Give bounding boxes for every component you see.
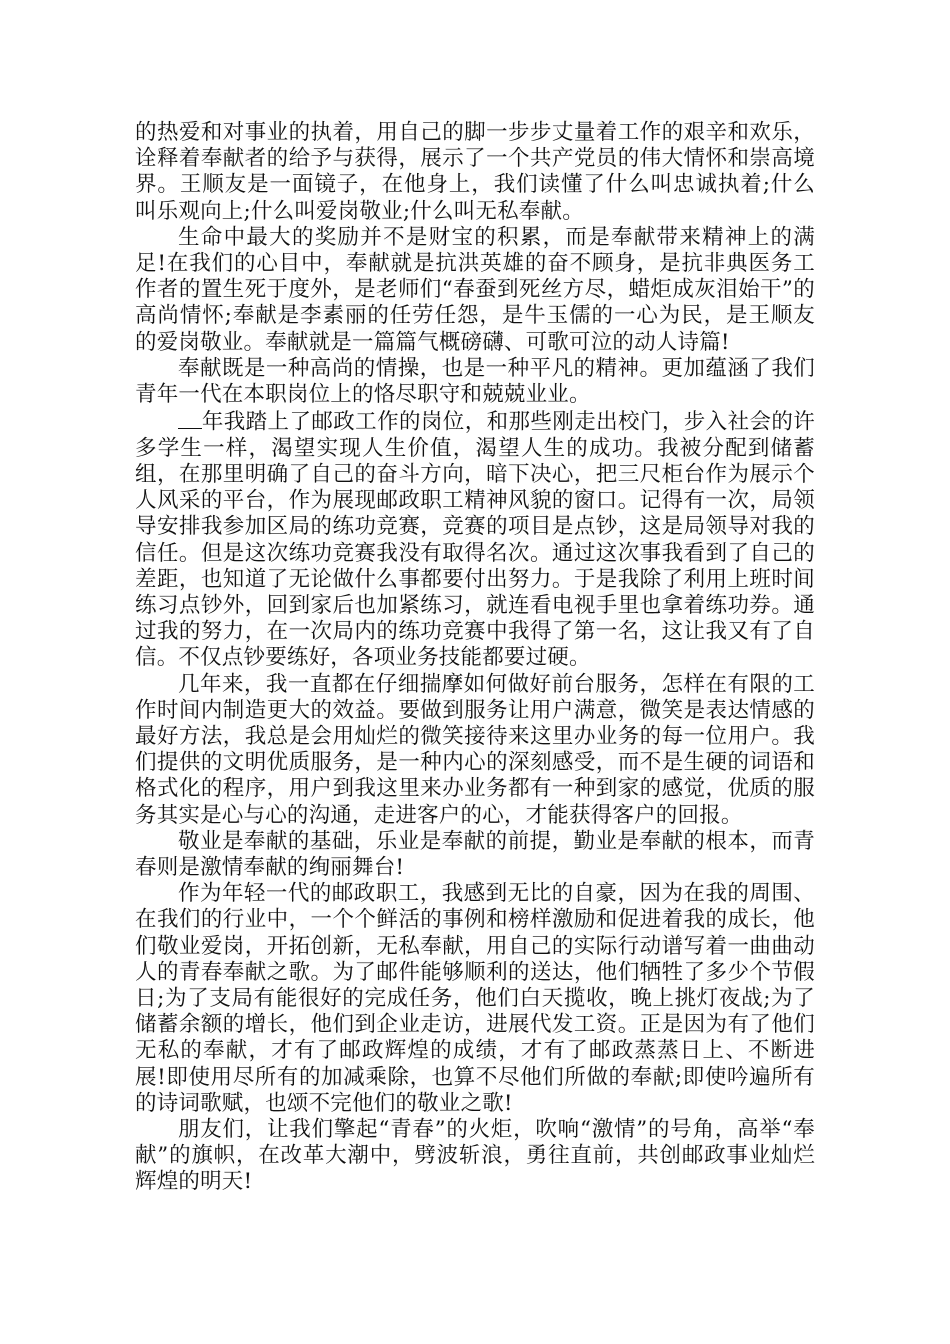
- paragraph-2: 生命中最大的奖励并不是财宝的积累，而是奉献带来精神上的满足!在我们的心目中，奉献就是抗洪英雄的奋不顾身，是抗非典医务工作者的置生死于度外，是老师们“春蚕到死丝方尽，蜡炬成灰泪始干”的高尚情怀;奉献是李素丽的任劳任怨，是牛玉儒的一心为民，是王顺友的爱岗敬业。奉献就是一篇篇气概磅礴、可歌可泣的动人诗篇!: [135, 224, 815, 355]
- paragraph-4-text: 年我踏上了邮政工作的岗位，和那些刚走出校门，步入社会的许多学生一样，渴望实现人生价值，渴望人生的成功。我被分配到储蓄组，在那里明确了自己的奋斗方向，暗下决心，把三尺柜台作为展示个人风采的平台，作为展现邮政职工精神风貌的窗口。记得有一次，局领导安排我参加区局的练功竞赛，竞赛的项目是点钞，这是局领导对我的信任。但是这次练功竞赛我没有取得名次。通过这次事我看到了自己的差距，也知道了无论做什么事都要付出努力。于是我除了利用上班时间练习点钞外，回到家后也加紧练习，就连看电视手里也拿着练功券。通过我的努力，在一次局内的练功竞赛中我得了第一名，这让我又有了自信。不仅点钞要练好，各项业务技能都要过硬。: [135, 409, 815, 671]
- paragraph-5: 几年来，我一直都在仔细揣摩如何做好前台服务，怎样在有限的工作时间内制造更大的效益。要做到服务让用户满意，微笑是表达情感的最好方法，我总是会用灿烂的微笑接待来这里办业务的每一位用户。我们提供的文明优质服务，是一种内心的深刻感受，而不是生硬的词语和格式化的程序，用户到我这里来办业务都有一种到家的感觉，优质的服务其实是心与心的沟通，走进客户的心，才能获得客户的回报。: [135, 671, 815, 828]
- document-body: [135, 120, 815, 1196]
- paragraph-3: 奉献既是一种高尚的情操，也是一种平凡的精神。更加蕴涵了我们青年一代在本职岗位上的恪尽职守和兢兢业业。: [135, 355, 815, 408]
- paragraph-1: 的热爱和对事业的执着，用自己的脚一步步丈量着工作的艰辛和欢乐，诠释着奉献者的给予与获得，展示了一个共产党员的伟大情怀和崇高境界。王顺友是一面镜子，在他身上，我们读懂了什么叫忠诚执着;什么叫乐观向上;什么叫爱岗敬业;什么叫无私奉献。: [135, 120, 815, 224]
- paragraph-6: 敬业是奉献的基础，乐业是奉献的前提，勤业是奉献的根本，而青春则是激情奉献的绚丽舞台!: [135, 828, 815, 881]
- fill-in-blank: [178, 408, 202, 428]
- paragraph-7: 作为年轻一代的邮政职工，我感到无比的自豪，因为在我的周围、在我们的行业中，一个个鲜活的事例和榜样激励和促进着我的成长，他们敬业爱岗，开拓创新，无私奉献，用自己的实际行动谱写着一曲曲动人的青春奉献之歌。为了邮件能够顺利的送达，他们牺牲了多少个节假日;为了支局有能很好的完成任务，他们白天揽收，晚上挑灯夜战;为了储蓄余额的增长，他们到企业走访，进展代发工资。正是因为有了他们无私的奉献，才有了邮政辉煌的成绩，才有了邮政蒸蒸日上、不断进展!即使用尽所有的加减乘除，也算不尽他们所做的奉献;即使吟遍所有的诗词歌赋，也颂不完他们的敬业之歌!: [135, 881, 815, 1116]
- paragraph-8: 朋友们，让我们擎起“青春”的火炬，吹响“激情”的号角，高举“奉献”的旗帜，在改革大潮中，劈波斩浪，勇往直前，共创邮政事业灿烂辉煌的明天!: [135, 1117, 815, 1195]
- paragraph-4: [135, 408, 815, 671]
